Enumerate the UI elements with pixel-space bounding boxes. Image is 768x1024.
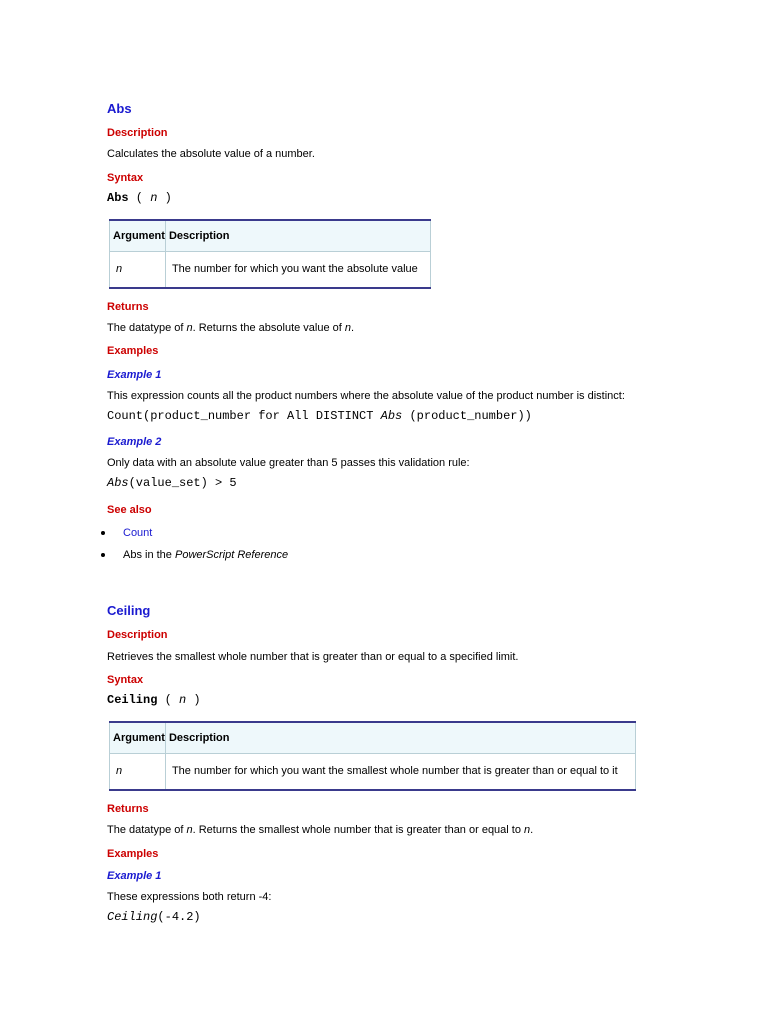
table-cell-description: The number for which you want the absolute value [165, 251, 430, 288]
code-part: (-4.2) [157, 910, 201, 924]
see-also-powerscript-item [123, 549, 288, 561]
ceiling-returns-heading: Returns [107, 803, 149, 815]
abs-example1-heading: Example 1 [107, 369, 162, 381]
abs-syntax-name: Abs [107, 191, 129, 205]
abs-example1-text: This expression counts all the product numbers where the absolute value of the product number is distinct: [107, 390, 625, 402]
table-header-row [110, 722, 636, 753]
ceiling-syntax-paren-close: ) [186, 693, 201, 707]
ceiling-title: Ceiling [107, 603, 151, 618]
ceiling-examples-heading: Examples [107, 848, 159, 860]
abs-syntax-heading: Syntax [107, 172, 144, 184]
table-cell-description: The number for which you want the smallest whole number that is greater than or equal to it [165, 753, 635, 790]
abs-examples-heading: Examples [107, 345, 159, 357]
abs-title: Abs [107, 101, 132, 116]
see-also-count-link[interactable]: Count [123, 527, 153, 539]
ceiling-example1-text: These expressions both return -4: [107, 891, 272, 903]
table-header-description: Description [165, 220, 430, 251]
returns-param: n [186, 824, 193, 836]
ceiling-syntax-paren-open: ( [157, 693, 180, 707]
table-header-argument: Argument [110, 722, 166, 753]
code-function: Abs [380, 409, 403, 423]
abs-example2-heading: Example 2 [107, 436, 162, 448]
code-part: (product_number)) [402, 409, 532, 423]
abs-returns-heading: Returns [107, 301, 149, 313]
ceiling-description-text: Retrieves the smallest whole number that is greater than or equal to a specified limit. [107, 651, 519, 663]
returns-text-part: . Returns the smallest whole number that is greater than or equal to [192, 824, 525, 836]
table-cell-argument: n [110, 251, 166, 288]
abs-syntax [107, 191, 172, 205]
returns-param: n [344, 322, 352, 334]
bullet-icon [101, 553, 105, 557]
returns-text-part: The datatype of [107, 322, 187, 334]
table-header-description: Description [165, 722, 635, 753]
ceiling-argument-table [109, 721, 636, 791]
abs-example1-code [107, 409, 532, 423]
abs-syntax-paren-close: ) [157, 191, 172, 205]
ceiling-syntax [107, 693, 201, 707]
returns-param: n [524, 824, 531, 836]
abs-see-also-heading: See also [107, 504, 152, 516]
ceiling-example1-heading: Example 1 [107, 870, 162, 882]
ceiling-syntax-param: n [179, 693, 187, 707]
abs-description-heading: Description [107, 127, 168, 139]
returns-text-part: . [530, 824, 534, 836]
abs-example2-code [107, 476, 237, 490]
returns-text-part: The datatype of [107, 824, 187, 836]
code-part: Count(product_number for All DISTINCT [107, 409, 381, 423]
see-also-reference: PowerScript Reference [174, 549, 289, 561]
table-header-row [110, 220, 431, 251]
code-function: Abs [107, 476, 129, 490]
abs-description-text: Calculates the absolute value of a number. [107, 148, 315, 160]
ceiling-syntax-heading: Syntax [107, 674, 144, 686]
abs-syntax-paren-open: ( [128, 191, 151, 205]
code-part: (value_set) > 5 [128, 476, 237, 490]
abs-returns-text [107, 322, 354, 334]
abs-example2-text: Only data with an absolute value greater than 5 passes this validation rule: [107, 457, 470, 469]
returns-param: n [186, 322, 193, 334]
abs-syntax-param: n [150, 191, 158, 205]
table-header-argument: Argument [110, 220, 166, 251]
returns-text-part: . Returns the absolute value of [192, 322, 345, 334]
abs-argument-table [109, 219, 431, 289]
ceiling-syntax-name: Ceiling [107, 693, 158, 707]
ceiling-returns-text [107, 824, 533, 836]
returns-text-part: . [351, 322, 355, 334]
see-also-text: Abs in the [123, 549, 175, 561]
table-row [110, 753, 636, 790]
table-row [110, 251, 431, 288]
table-cell-argument: n [110, 753, 166, 790]
bullet-icon [101, 531, 105, 535]
ceiling-description-heading: Description [107, 629, 168, 641]
ceiling-example1-code [107, 910, 201, 924]
code-function: Ceiling [107, 910, 158, 924]
